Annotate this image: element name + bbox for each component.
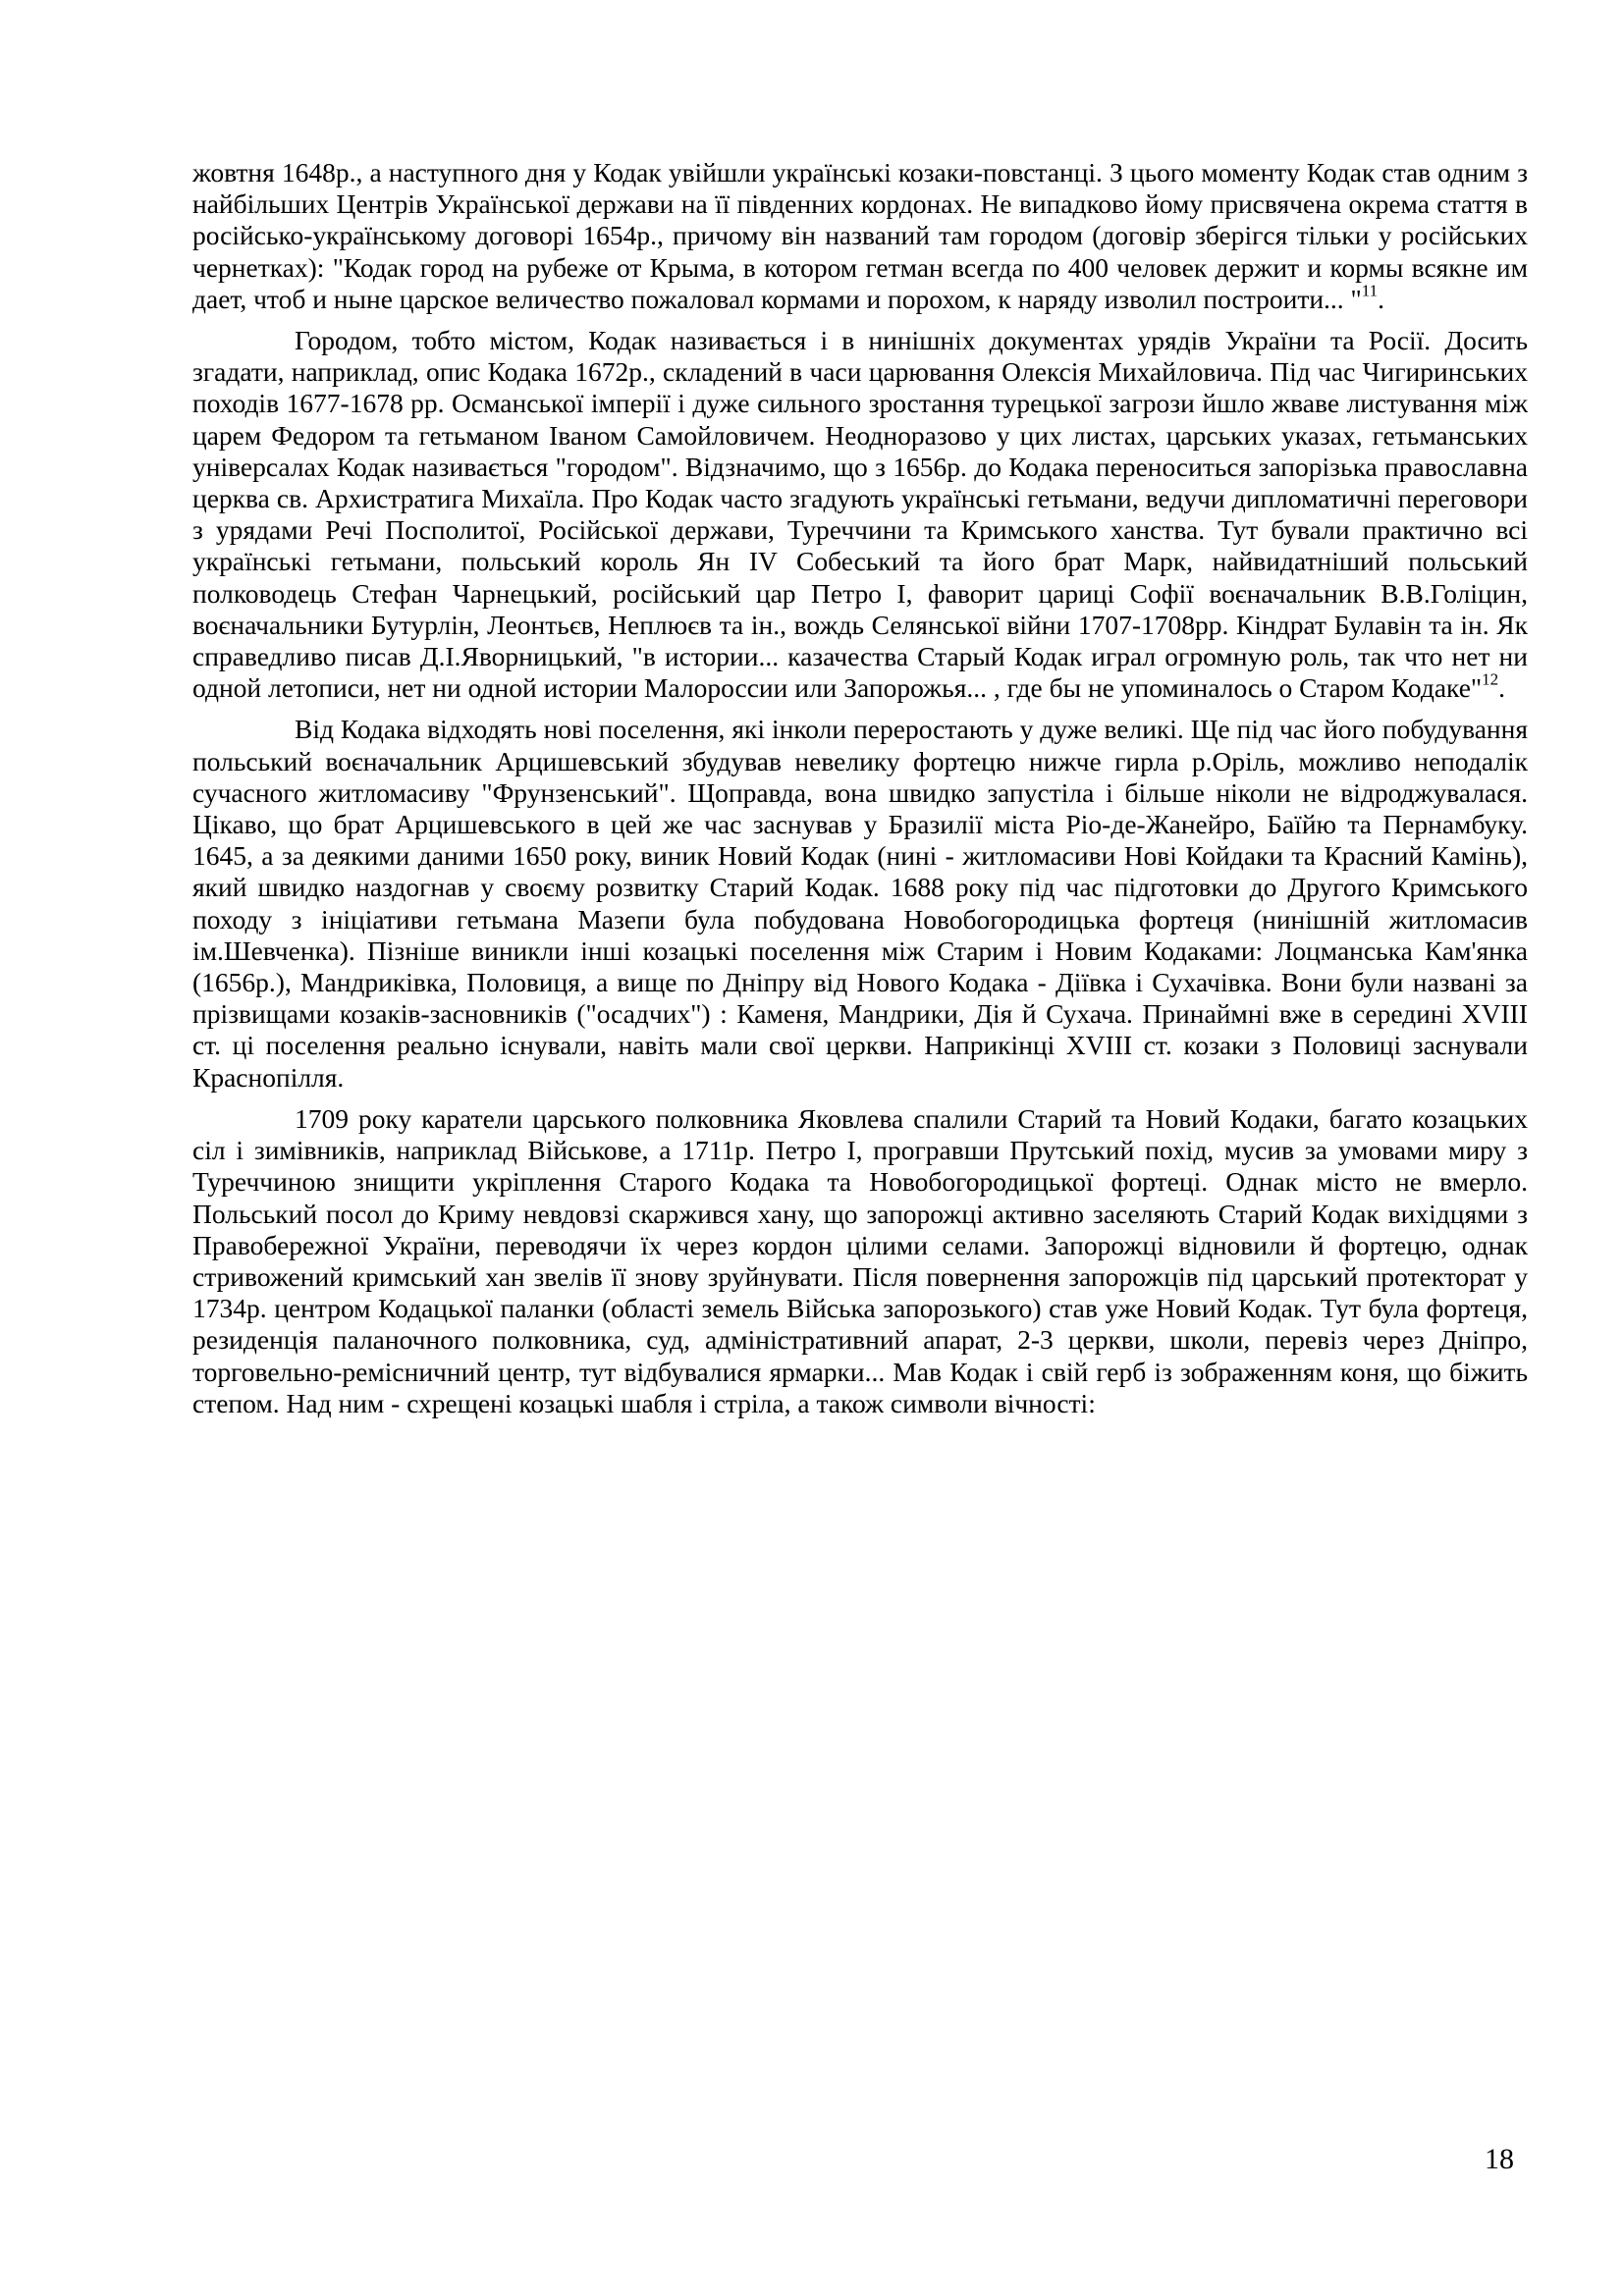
paragraph-2-end: . xyxy=(1498,672,1506,704)
footnote-ref-11[interactable]: 11 xyxy=(1361,281,1379,300)
paragraph-3 xyxy=(192,714,1528,1093)
footnote-ref-12[interactable]: 12 xyxy=(1482,669,1499,689)
paragraph-4 xyxy=(192,1103,1528,1419)
paragraph-2 xyxy=(192,325,1528,704)
paragraph-2-text: Городом, тобто містом, Кодак називається і в нинішніх документах урядів України та Росії. Досить згадати, наприклад, опис Кодака 1672р., складений в часи царювання Олексія Михайловича. Під час Чигиринських походів 1677-1678 рр. Османської імперії і дуже сильного зростання турецької загрози йшло жваве листування між царем Федором та гетьманом Іваном Самойловичем. Неодноразово у цих листах, царських указах, гетьманських універсалах Кодак називається "городом". Відзначимо, що з 1656р. до Кодака переноситься запорізька православна церква св. Архистратига Михаїла. Про Кодак часто згадують українські гетьмани, ведучи дипломатичні переговори з урядами Речі Посполитої, Російської держави, Туреччини та Кримського ханства. Тут бували практично всі українські гетьмани, польський король Ян IV Собеський та його брат Марк, найвидатніший польський полководець Стефан Чарнецький, російський цар Петро І, фаворит цариці Софії воєначальник В.В.Голіцин, воєначальники Бутурлін, Леонтьєв, Неплюєв та ін., вождь Селянської війни 1707-1708рр. Кіндрат Булавін та ін. Як справедливо писав Д.І.Яворницький, "в истории... казачества Старый Кодак играл огромную роль, так что нет ни одной летописи, нет ни одной истории Малороссии или Запорожья... , где бы не упоминалось о Старом Кодаке" xyxy=(192,325,1528,704)
paragraph-4-text: 1709 року каратели царського полковника Яковлева спалили Старий та Новий Кодаки, багато козацьких сіл і зимівників, наприклад Військове, а 1711р. Петро І, програвши Прутський похід, мусив за умовами миру з Туреччиною знищити укріплення Старого Кодака та Новобогородицької фортеці. Однак місто не вмерло. Польський посол до Криму невдовзі скаржився хану, що запорожці активно заселяють Старий Кодак вихідцями з Правобережної України, переводячи їх через кордон цілими селами. Запорожці відновили й фортецю, однак стривожений кримський хан звелів її знову зруйнувати. Після повернення запорожців під царський протекторат у 1734р. центром Кодацької паланки (області земель Війська запорозького) став уже Новий Кодак. Тут була фортеця, резиденція паланочного полковника, суд, адміністративний апарат, 2-3 церкви, школи, перевіз через Дніпро, торговельно-ремісничний центр, тут відбувалися ярмарки... Мав Кодак і свій герб із зображенням коня, що біжить степом. Над ним - схрещені козацькі шабля і стріла, а також символи вічності: xyxy=(192,1102,1528,1418)
paragraph-1 xyxy=(192,157,1528,315)
page-number: 18 xyxy=(1485,2143,1514,2175)
paragraph-1-end: . xyxy=(1378,283,1385,314)
paragraph-1-text: жовтня 1648р., а наступного дня у Кодак увійшли українські козаки-повстанці. З цього моменту Кодак став одним з найбільших Центрів Української держави на її південних кордонах. Не випадково йому присвячена окрема стаття в російсько-українському договорі 1654р., причому він названий там городом (договір зберігся тільки у російських чернетках): "Кодак город на рубеже от Крыма, в котором гетман всегда по 400 человек держит и кормы всякне им дает, чтоб и ныне царское величество пожаловал кормами и порохом, к наряду изволил построити... " xyxy=(192,157,1528,314)
paragraph-3-text: Від Кодака відходять нові поселення, які інколи переростають у дуже великі. Ще під час його побудування польський воєначальник Арцишевський збудував невелику фортецю нижче гирла р.Оріль, можливо неподалік сучасного житломасиву "Фрунзенський". Щоправда, вона швидко запустіла і більше ніколи не відроджувалася. Цікаво, що брат Арцишевського в цей же час заснував у Бразилії міста Ріо-де-Жанейро, Баїйю та Пернамбуку. 1645, а за деякими даними 1650 року, виник Новий Кодак (нині - житломасиви Нові Койдаки та Красний Камінь), який швидко наздогнав у своєму розвитку Старий Кодак. 1688 року під час підготовки до Другого Кримського походу з ініціативи гетьмана Мазепи була побудована Новобогородицька фортеця (нинішній житломасив ім.Шевченка). Пізніше виникли інші козацькі поселення між Старим і Новим Кодаками: Лоцманська Кам'янка (1656р.), Мандриківка, Половиця, а вище по Дніпру від Нового Кодака - Діївка і Сухачівка. Вони були названі за прізвищами козаків-засновників ("осадчих") : Каменя, Мандрики, Дія й Сухача. Принаймні вже в середині XVIII ст. ці поселення реально існували, навіть мали свої церкви. Наприкінці XVIII ст. козаки з Половиці заснували Краснопілля. xyxy=(192,714,1528,1093)
page-body xyxy=(192,157,1528,1429)
